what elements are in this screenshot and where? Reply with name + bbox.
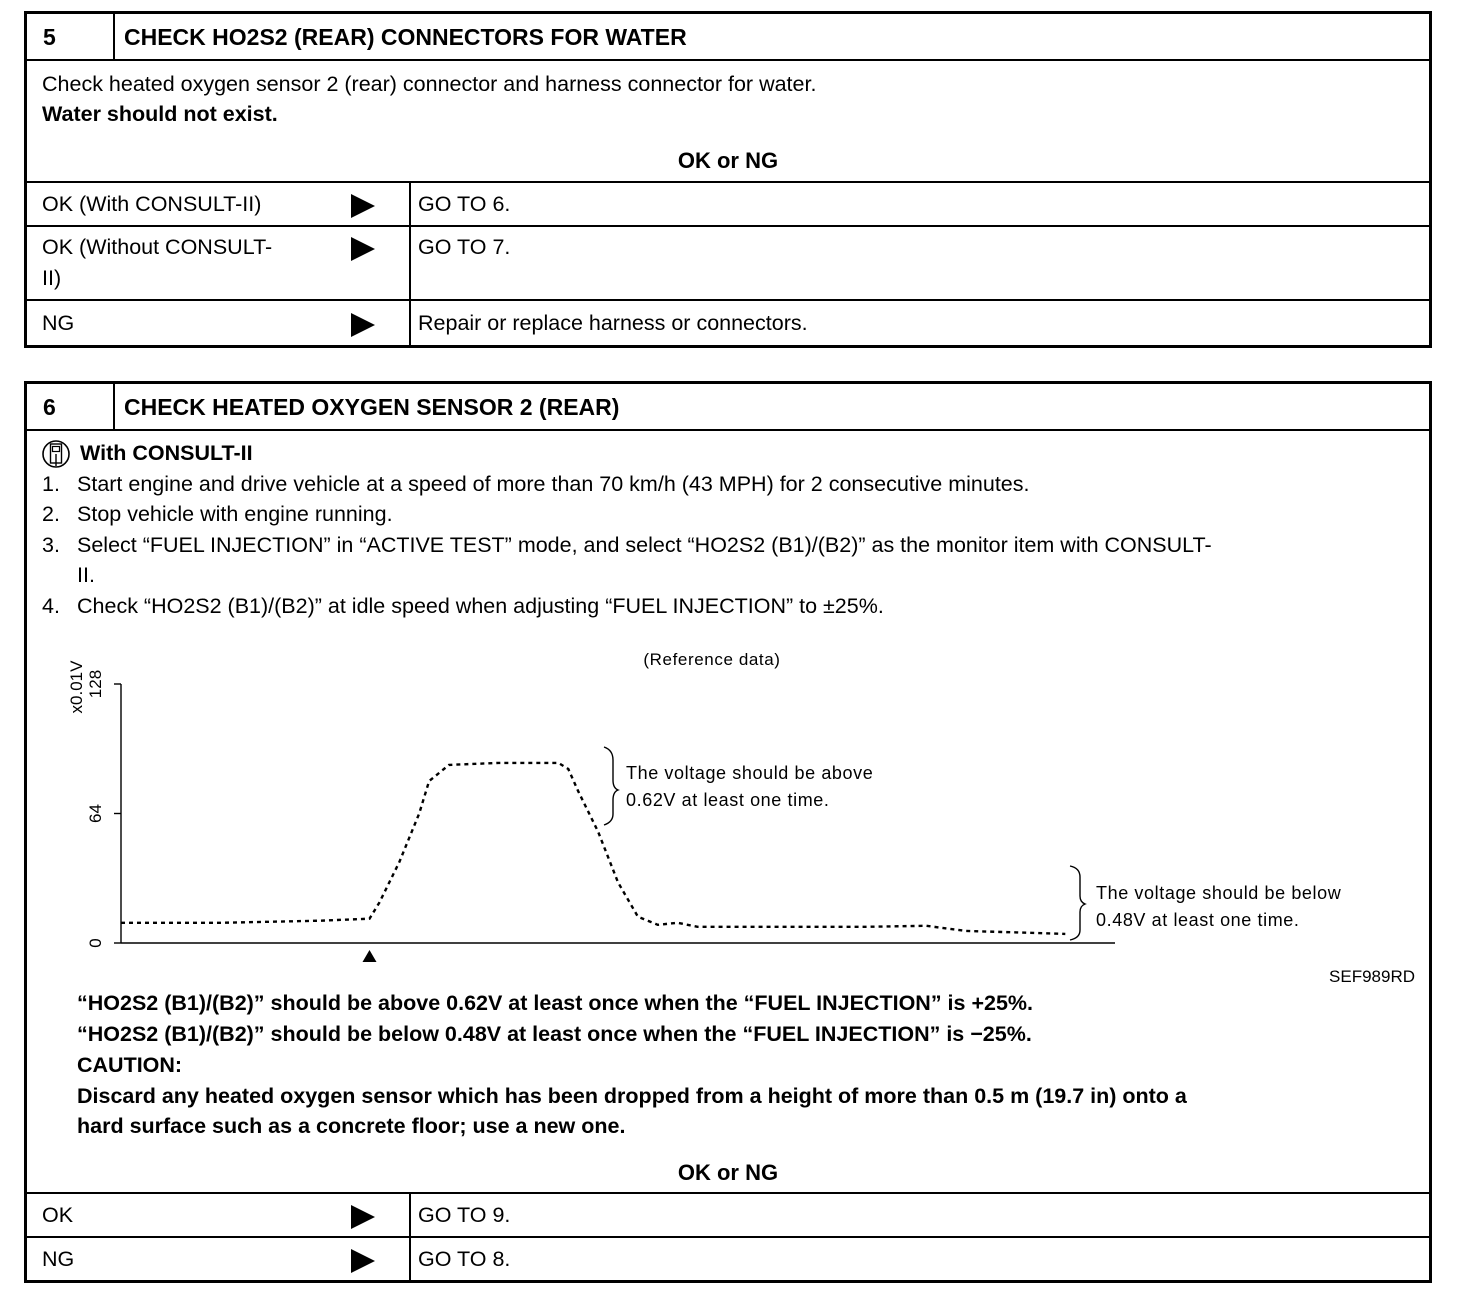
caution-line: Discard any heated oxygen sensor which has been dropped from a height of more than 0.5 m (19.7 in) onto a	[77, 1084, 1187, 1108]
step-text: Select “FUEL INJECTION” in “ACTIVE TEST” mode, and select “HO2S2 (B1)/(B2)” as the monitor item with CONSULT-	[77, 533, 1212, 557]
result-action: GO TO 9.	[418, 1203, 511, 1227]
step-text: Start engine and drive vehicle at a speed of more than 70 km/h (43 MPH) for 2 consecutive minutes.	[77, 472, 1030, 496]
y-axis-label: x0.01V	[67, 660, 86, 714]
arrow-icon	[351, 237, 375, 261]
step-6-box	[24, 381, 1432, 1283]
spec-line: “HO2S2 (B1)/(B2)” should be above 0.62V at least once when the “FUEL INJECTION” is +25%.	[77, 991, 1034, 1015]
result-condition-cont: II)	[42, 266, 62, 290]
step-index: 3.	[42, 533, 60, 557]
reference-voltage-chart	[27, 384, 1423, 994]
annotation-below-line2: 0.48V at least one time.	[1096, 910, 1300, 930]
step-5-box	[24, 11, 1432, 348]
step-text: Stop vehicle with engine running.	[77, 502, 393, 526]
y-tick-label: 0	[86, 938, 105, 948]
bracket-above-icon	[604, 747, 618, 825]
bracket-below-icon	[1070, 866, 1085, 940]
with-consult-label: With CONSULT-II	[80, 441, 253, 465]
y-tick-label: 64	[86, 804, 105, 823]
step-5-number-cell	[27, 14, 115, 59]
result-condition: NG	[42, 1247, 75, 1271]
result-condition: OK (With CONSULT-II)	[42, 192, 262, 216]
spec-line: “HO2S2 (B1)/(B2)” should be below 0.48V at least once when the “FUEL INJECTION” is −25%.	[77, 1022, 1032, 1046]
arrow-icon	[351, 313, 375, 337]
step-index: 1.	[42, 472, 60, 496]
annotation-below-line1: The voltage should be below	[1096, 883, 1342, 903]
result-action: GO TO 7.	[418, 235, 511, 259]
step-number: 5	[43, 24, 56, 50]
annotation-above-line2: 0.62V at least one time.	[626, 790, 830, 810]
step-title: CHECK HO2S2 (REAR) CONNECTORS FOR WATER	[124, 24, 687, 50]
step-number: 6	[43, 394, 56, 420]
arrow-icon	[351, 194, 375, 218]
ok-or-ng-label: OK or NG	[677, 148, 779, 173]
caution-line: hard surface such as a concrete floor; use a new one.	[77, 1114, 626, 1138]
step-index: 2.	[42, 502, 60, 526]
spec-text: Water should not exist.	[42, 102, 278, 126]
caution-label: CAUTION:	[77, 1053, 183, 1077]
instruction-text: Check heated oxygen sensor 2 (rear) connector and harness connector for water.	[42, 72, 817, 96]
chart-title: (Reference data)	[643, 650, 781, 669]
result-condition: OK (Without CONSULT-	[42, 235, 273, 259]
annotation-above-line1: The voltage should be above	[626, 763, 874, 783]
y-tick-label: 128	[86, 669, 105, 699]
step-5-header	[27, 14, 1429, 61]
result-condition: OK	[42, 1203, 74, 1227]
arrow-icon	[351, 1249, 375, 1273]
start-marker-icon	[363, 950, 377, 962]
result-action: GO TO 8.	[418, 1247, 511, 1271]
step-text: Check “HO2S2 (B1)/(B2)” at idle speed when adjusting “FUEL INJECTION” to ±25%.	[77, 594, 884, 618]
step-text-cont: II.	[77, 563, 95, 587]
voltage-trace-line	[121, 763, 1065, 934]
ok-or-ng-label: OK or NG	[677, 1160, 779, 1185]
result-action: Repair or replace harness or connectors.	[418, 311, 808, 335]
step-title: CHECK HEATED OXYGEN SENSOR 2 (REAR)	[124, 394, 620, 420]
figure-id: SEF989RD	[1329, 967, 1415, 986]
result-action: GO TO 6.	[418, 192, 511, 216]
result-condition: NG	[42, 311, 75, 335]
step-index: 4.	[42, 594, 60, 618]
arrow-icon	[351, 1205, 375, 1229]
